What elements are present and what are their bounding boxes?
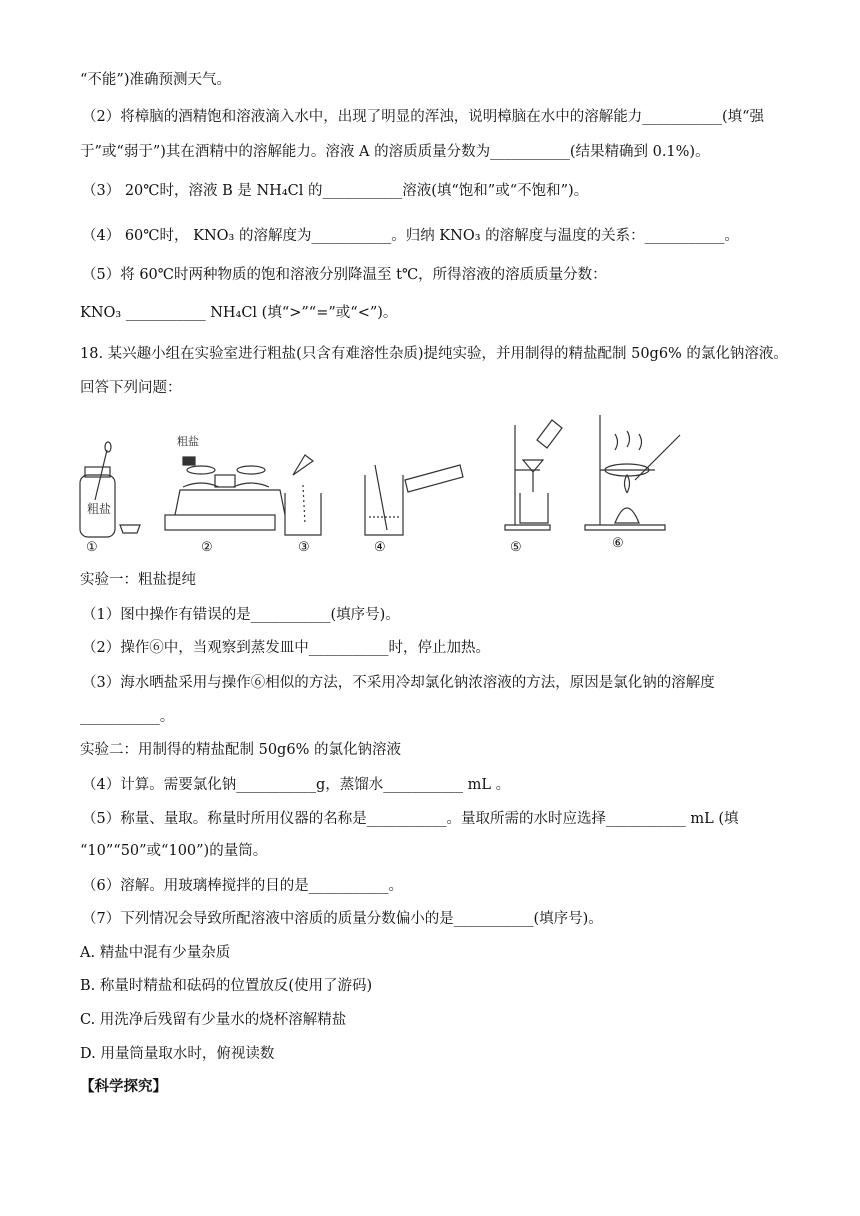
section-title: 【科学探究】 [80, 1079, 167, 1095]
watch-glass [120, 525, 140, 533]
tilted-cylinder [405, 465, 463, 492]
question-item: （4）计算。需要氯化钠___________g，蒸馏水___________ mL 。 [82, 777, 511, 793]
question-3: （3） 20℃时，溶液 B 是 NH₄Cl 的___________溶液(填“饱和”或“不饱和”)。 [82, 183, 589, 199]
question-item: （5）称量、量取。称量时所用仪器的名称是___________。量取所需的水时应选择___________ mL (填 [82, 811, 739, 827]
evap-stand [585, 525, 665, 530]
question-5: （5）将 60℃时两种物质的饱和溶液分别降温至 t℃，所得溶液的溶质质量分数： [82, 267, 607, 283]
text-line: 于”或“弱于”)其在酒精中的溶解能力。溶液 A 的溶质质量分数为___________(结果精确到 0.1%)。 [80, 144, 710, 160]
option-d: D. 用量筒量取水时，俯视读数 [80, 1046, 275, 1062]
text-line: “不能”)准确预测天气。 [80, 72, 231, 88]
figure-label-1: ① [86, 540, 98, 555]
question-item: （3）海水晒盐采用与操作⑥相似的方法，不采用冷却氯化钠浓溶液的方法，原因是氯化钠的溶解度 [82, 675, 715, 691]
figure-label-6: ⑥ [612, 536, 624, 551]
text-line: KNO₃ ___________ NH₄Cl (填“>”“=”或“<”)。 [80, 305, 398, 321]
question-item: （6）溶解。用玻璃棒搅拌的目的是___________。 [82, 878, 403, 894]
beaker-stir [365, 475, 403, 535]
question-item: （2）操作⑥中，当观察到蒸发皿中___________时，停止加热。 [82, 640, 490, 656]
balance-label: 粗盐 [177, 435, 199, 448]
beaker [285, 493, 321, 535]
question-item: （7）下列情况会导致所配溶液中溶质的质量分数偏小的是___________(填序号)。 [82, 911, 603, 927]
figure-label-4: ④ [374, 540, 386, 555]
question-18: 18. 某兴趣小组在实验室进行粗盐(只含有难溶性杂质)提纯实验，并用制得的精盐配制 50g6% 的氯化钠溶液。 [80, 346, 788, 362]
option-b: B. 称量时精盐和砝码的位置放反(使用了游码) [80, 978, 373, 994]
figure-label-2: ② [201, 540, 213, 555]
text-line: “10”“50”或“100”)的量筒。 [80, 843, 268, 859]
question-4: （4） 60℃时， KNO₃ 的溶解度为___________。归纳 KNO₃ 的溶解度与温度的关系：___________。 [82, 228, 739, 244]
balance-base [165, 515, 275, 530]
option-a: A. 精盐中混有少量杂质 [80, 945, 231, 961]
question-2: （2）将樟脑的酒精饱和溶液滴入水中，出现了明显的浑浊，说明樟脑在水中的溶解能力___________(填“强 [82, 109, 765, 125]
option-c: C. 用洗净后残留有少量水的烧杯溶解精盐 [80, 1012, 347, 1028]
question-item: （1）图中操作有错误的是___________(填序号)。 [82, 607, 400, 623]
figure-label-5: ⑤ [510, 540, 522, 555]
text-line: 回答下列问题： [80, 380, 182, 396]
alcohol-lamp [615, 508, 639, 523]
jar-label: 粗盐 [87, 502, 112, 516]
stand-base [505, 525, 550, 530]
text-line: ___________。 [80, 709, 175, 725]
section-heading: 实验一：粗盐提纯 [80, 572, 196, 588]
section-heading: 实验二：用制得的精盐配制 50g6% 的氯化钠溶液 [80, 742, 401, 758]
figure-label-3: ③ [298, 540, 310, 555]
glass-rod [375, 465, 387, 530]
